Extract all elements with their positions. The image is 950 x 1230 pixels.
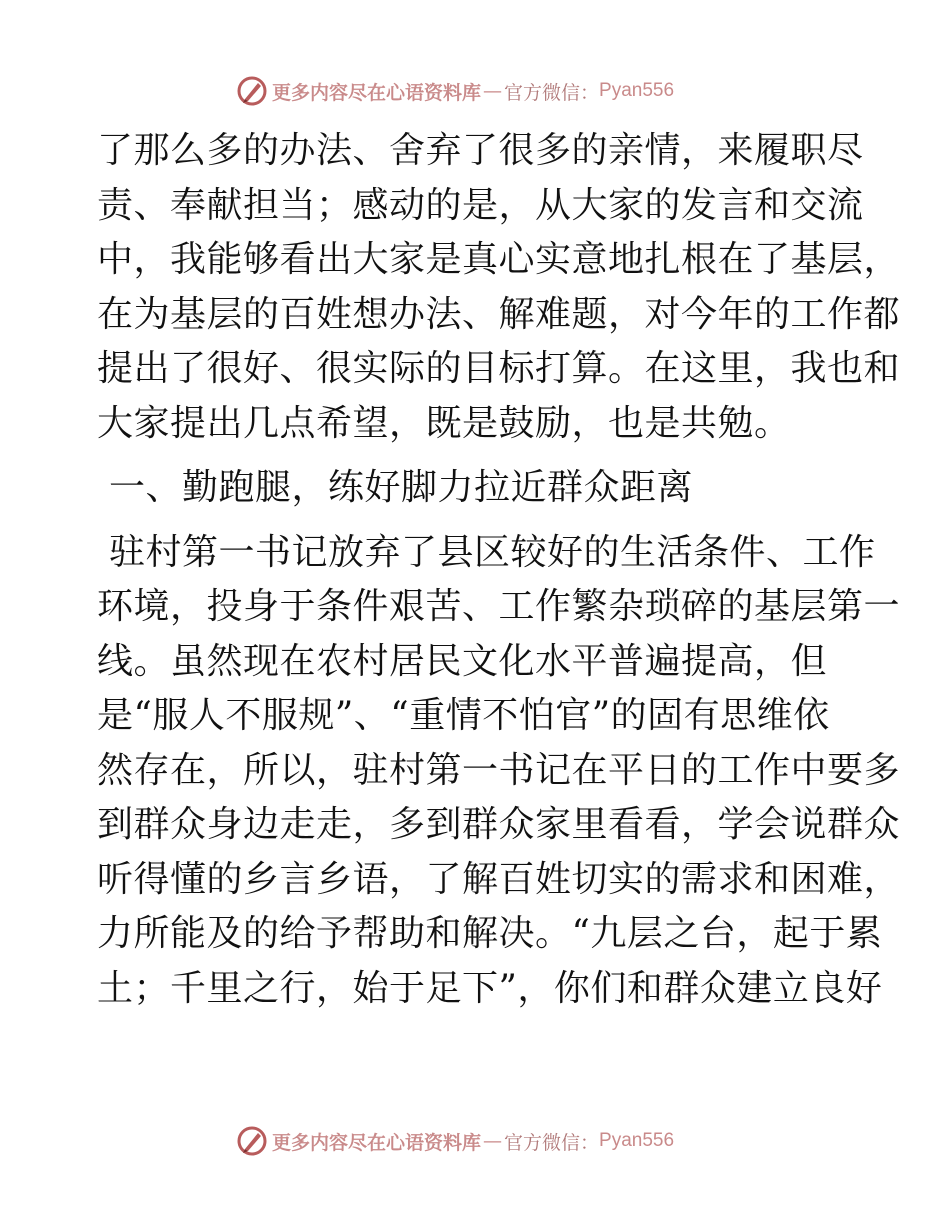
- watermark-separator: —: [483, 80, 503, 102]
- text-line: 中，我能够看出大家是真心实意地扎根在了基层，: [97, 239, 901, 280]
- watermark-official-label: 官方微信：: [504, 81, 600, 104]
- quill-pen-logo-icon: [236, 75, 268, 107]
- text-line: 了那么多的办法、舍弃了很多的亲情，来履职尽: [97, 130, 864, 171]
- watermark-wechat-id: Pyan556: [599, 80, 675, 101]
- text-line: 责、奉献担当；感动的是，从大家的发言和交流: [97, 184, 864, 226]
- text-line: 线。虽然现在农村居民文化水平普遍提高，但: [97, 640, 828, 682]
- watermark-official-label: 官方微信：: [504, 1131, 600, 1154]
- text-line: 在为基层的百姓想办法、解难题，对今年的工作都: [97, 293, 901, 335]
- paragraph-1: [97, 124, 901, 451]
- section-heading: 一、勤跑腿，练好脚力拉近群众距离: [109, 467, 694, 508]
- text-line: 力所能及的给予帮助和解决。“九层之台，起于累: [97, 913, 883, 954]
- watermark-separator: —: [483, 1130, 503, 1152]
- text-line: 土；千里之行，始于足下”，你们和群众建立良好: [97, 967, 883, 1009]
- quill-pen-logo-icon: [236, 1125, 268, 1157]
- text-line: 然存在，所以，驻村第一书记在平日的工作中要多: [97, 749, 901, 791]
- footer-watermark: [236, 1124, 674, 1158]
- watermark-site-text: 更多内容尽在心语资料库: [272, 81, 482, 104]
- text-line: 听得懂的乡言乡语，了解百姓切实的需求和困难，: [97, 858, 901, 900]
- text-line: 提出了很好、很实际的目标打算。在这里，我也和: [97, 348, 901, 389]
- text-line: 大家提出几点希望，既是鼓励，也是共勉。: [97, 402, 791, 444]
- header-watermark: [236, 74, 674, 108]
- text-line: 驻村第一书记放弃了县区较好的生活条件、工作: [109, 531, 876, 573]
- paragraph-2: [97, 526, 901, 1017]
- document-body: [97, 124, 901, 1016]
- text-line: 环境，投身于条件艰苦、工作繁杂琐碎的基层第一: [97, 586, 901, 627]
- text-line: 到群众身边走走，多到群众家里看看，学会说群众: [97, 804, 901, 845]
- watermark-wechat-id: Pyan556: [599, 1130, 675, 1151]
- watermark-site-text: 更多内容尽在心语资料库: [272, 1131, 482, 1154]
- text-line: 是“服人不服规”、“重情不怕官”的固有思维依: [97, 695, 830, 736]
